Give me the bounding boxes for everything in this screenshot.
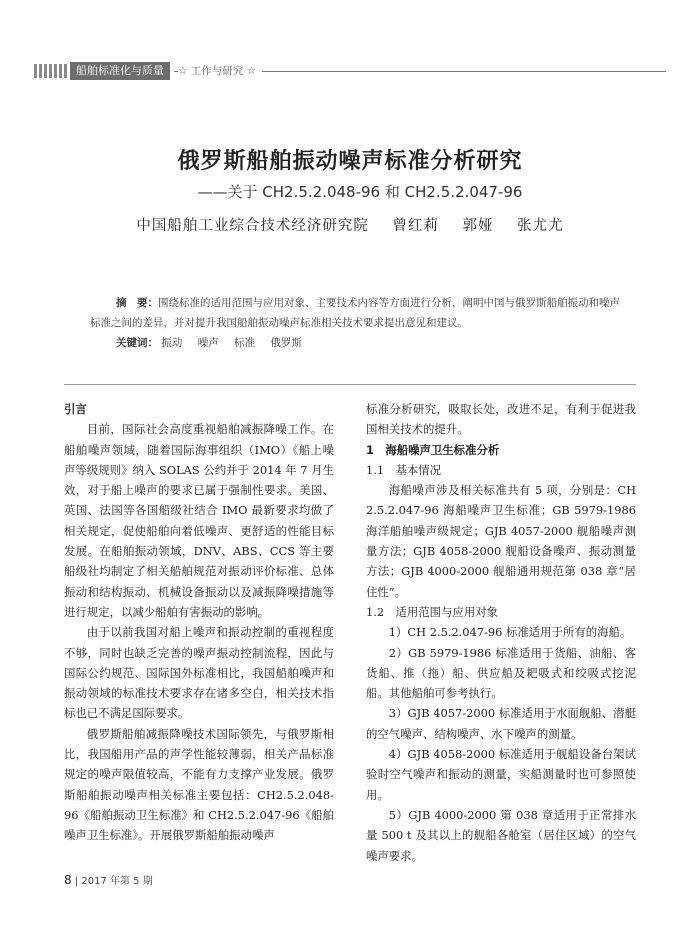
subsection-heading: 1.1 基本情况: [366, 462, 442, 477]
keyword: 标准: [234, 337, 256, 349]
intro-heading: 引言: [64, 402, 87, 416]
list-item: 1）CH 2.5.2.047-96 标准适用于所有的海船。: [388, 625, 632, 640]
left-column: [64, 399, 334, 846]
header-stripes: [34, 64, 67, 78]
paragraph: 目前，国际社会高度重视船舶减振降噪工作。在船舶噪声领域，随着国际海事组织（IMO）《船上噪声等级规则》纳入 SOLAS 公约并于 2014 年 7 月生效，对于船上噪声的要求已属于强制性要求。美国、英国、法国等各国船级社结合 IMO 最新要求均做了相关规定，促使船舶向着低噪声、更舒适的性能目标发展。在船舶振动领域，DNV、ABS、CCS 等主要船级社均制定了相关船舶规范对振动评价标准、总体振动和结构振动、机械设备振动以及减振降噪措施等进行规定，以减少船舶有害振动的影响。: [64, 422, 334, 619]
journal-subsection-label: ☆ 工作与研究 ☆: [178, 62, 262, 80]
author-line: [0, 214, 700, 235]
paragraph: 俄罗斯船舶减振降噪技术国际领先，与俄罗斯相比，我国船用产品的声学性能较薄弱，相关产品标准规定的噪声限值较高，不能有力支撑产业发展。俄罗斯船舶振动噪声相关标准主要包括：CH2.5.2.048-96《船舶振动卫生标准》和 CH2.5.2.047-96《船舶噪声卫生标准》。开展俄罗斯船舶振动噪声: [64, 726, 334, 843]
keyword: 振动: [161, 337, 183, 349]
author-name: 张尤尤: [517, 218, 564, 234]
paragraph: 由于以前我国对船上噪声和振动控制的重视程度不够，同时也缺乏完善的噪声振动控制流程，因此与国际公约规范、国际国外标准相比，我国船舶噪声和振动领域的标准技术要求存在诸多空白，相关技术指标也已不满足国际要求。: [64, 625, 334, 721]
right-column: [366, 399, 636, 866]
keyword: 俄罗斯: [270, 337, 302, 349]
author-name: 郭娅: [462, 218, 494, 234]
page-number: 8: [64, 873, 72, 887]
article-title: 俄罗斯船舶振动噪声标准分析研究: [177, 149, 523, 174]
keywords-label: 关键词：: [116, 337, 158, 349]
list-item: 4）GJB 4058-2000 标准适用于舰船设备台架试验时空气噪声和振动的测量，实船测量时也可参照使用。: [366, 747, 636, 802]
keywords: [116, 333, 314, 353]
list-item: 3）GJB 4057-2000 标准适用于水面舰船、潜艇的空气噪声、结构噪声、水下噪声的测量。: [366, 706, 636, 741]
issue-label: | 2017 年第 5 期: [74, 876, 153, 887]
abstract-divider: [64, 384, 636, 385]
abstract-label: 摘 要：: [116, 297, 158, 309]
article-subtitle: ——关于 CH2.5.2.048-96 和 CH2.5.2.047-96: [197, 183, 523, 201]
page-footer: [64, 872, 153, 887]
author-name: 曾红莉: [392, 218, 439, 234]
paragraph-continued: 标准分析研究，吸取长处，改进不足，有利于促进我国相关技术的提升。: [366, 402, 636, 437]
abstract: [90, 293, 620, 333]
paragraph: 海船噪声涉及相关标准共有 5 项，分别是：CH 2.5.2.047-96 海船噪声卫生标准；GB 5979-1986 海洋船舶噪声级规定；GJB 4057-2000 舰船噪声测量方法；GJB 4058-2000 舰船设备噪声、振动测量方法；GJB 4000-2000 舰船通用规范第 038 章“居住性”。: [366, 483, 636, 599]
running-header: [34, 62, 666, 80]
list-item: 2）GB 5979-1986 标准适用于货船、油船、客货船、推（拖）船、供应船及耙吸式和绞吸式挖泥船。其他船舶可参考执行。: [366, 645, 636, 701]
keyword: 噪声: [197, 337, 219, 349]
abstract-text: 围绕标准的适用范围与应用对象、主要技术内容等方面进行分析，阐明中国与俄罗斯船舶振动和噪声标准之间的差异，并对提升我国船舶振动噪声标准相关技术要求提出意见和建议。: [90, 297, 620, 329]
subsection-heading: 1.2 适用范围与应用对象: [366, 604, 499, 619]
journal-section-label: 船舶标准化与质量: [70, 62, 170, 80]
list-item: 5）GJB 4000-2000 第 038 章适用于正常排水量 500 t 及其以上的舰船各舱室（居住区域）的空气噪声要求。: [366, 807, 636, 863]
author-affiliation: 中国船舶工业综合技术经济研究院: [136, 218, 369, 234]
section-heading: 1 海船噪声卫生标准分析: [366, 442, 500, 457]
